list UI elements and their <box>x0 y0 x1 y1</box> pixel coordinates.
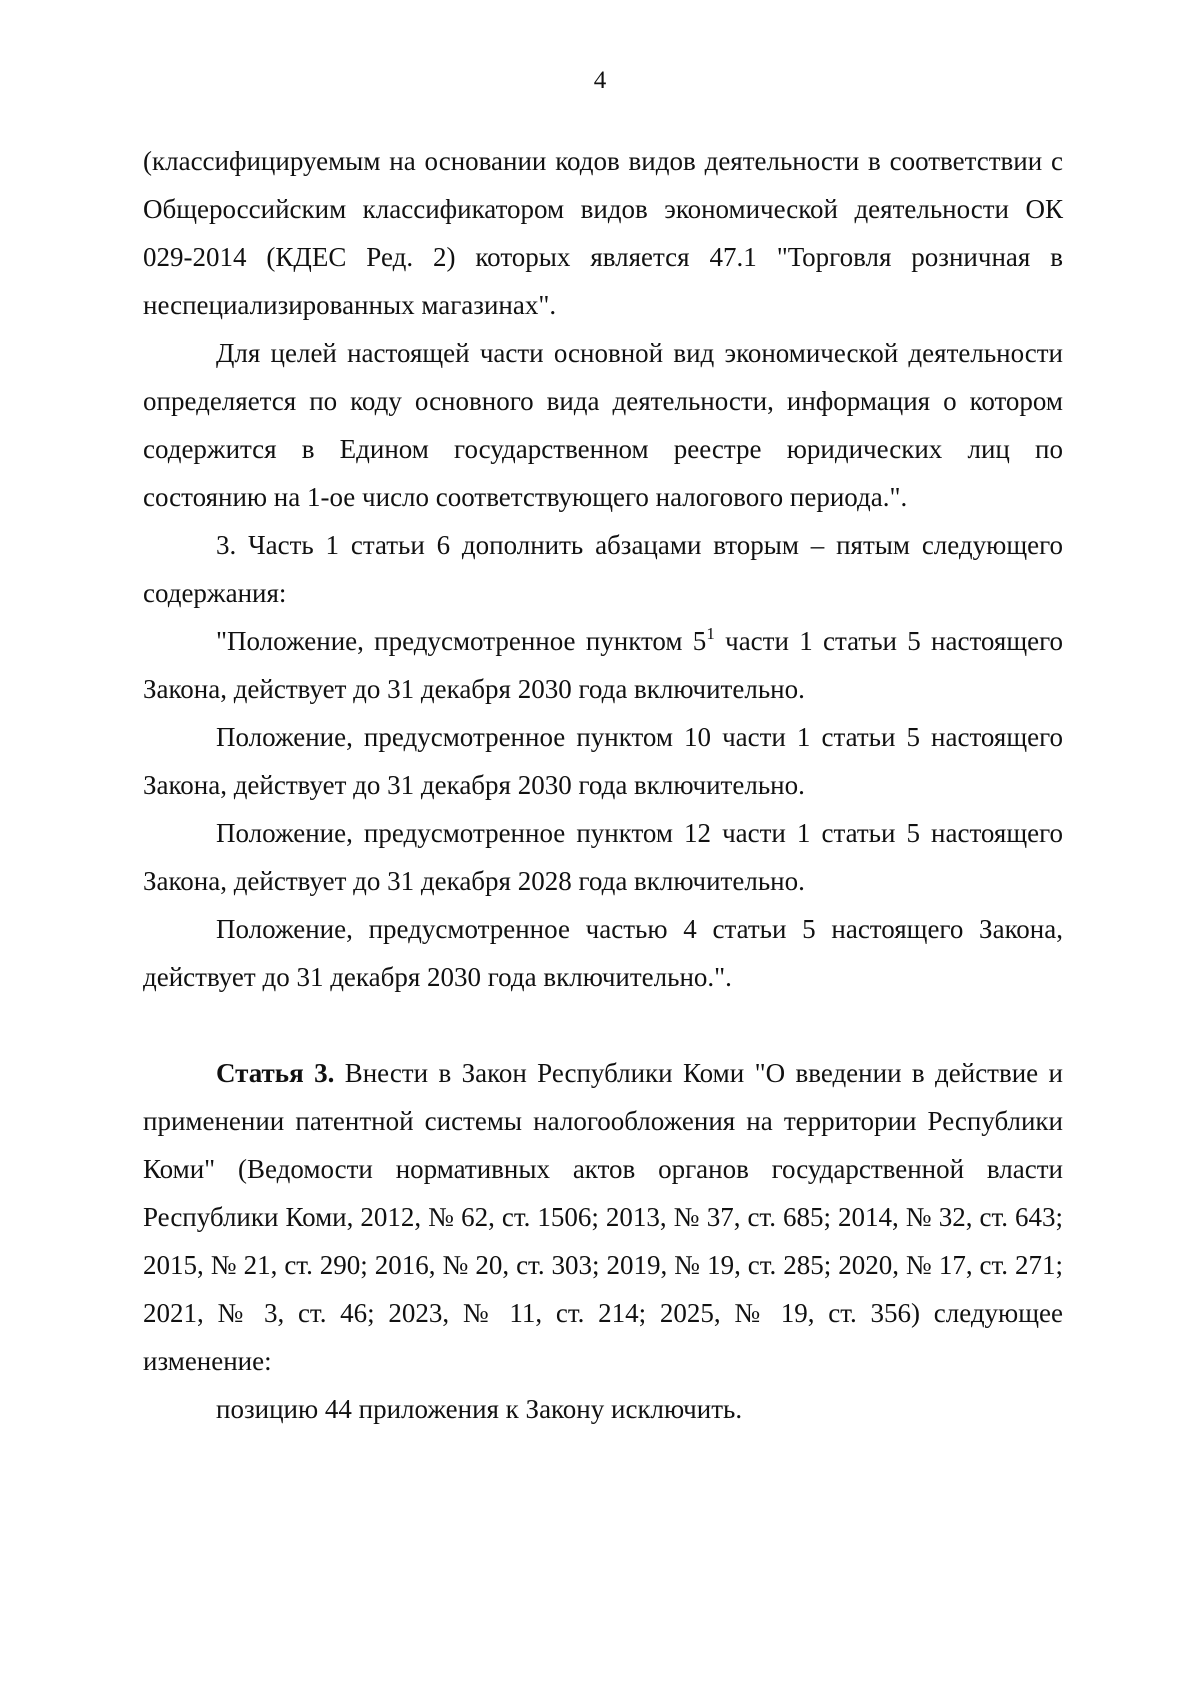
provision-5-1-text-end: части 1 статьи 5 настоящего Закона, действует до 31 декабря 2030 года включительно. <box>143 626 1063 704</box>
paragraph-main-activity-definition: Для целей настоящей части основной вид экономической деятельности определяется по коду основного вида деятельности, информация о котором содержится в Едином государственном реестре юридических лиц по состоянию на 1-ое число соответствующего налогового периода.". <box>143 338 1063 512</box>
paragraph-provision-5-1 <box>143 617 1063 713</box>
document-body <box>143 137 1063 1433</box>
paragraph-provision-part-4: Положение, предусмотренное частью 4 статьи 5 настоящего Закона, действует до 31 декабря 2030 года включительно.". <box>143 914 1063 992</box>
article-3-heading: Статья 3. <box>216 1058 335 1088</box>
section-spacer <box>143 1001 1063 1049</box>
paragraph-classification-continued: (классифицируемым на основании кодов видов деятельности в соответствии с Общероссийским классификатором видов экономической деятельности ОК 029-2014 (КДЕС Ред. 2) которых является 47.1 "Торговля розничная в неспециализированных магазинах". <box>143 146 1063 320</box>
paragraph-item-3: 3. Часть 1 статьи 6 дополнить абзацами вторым – пятым следующего содержания: <box>143 530 1063 608</box>
paragraph-provision-10: Положение, предусмотренное пунктом 10 части 1 статьи 5 настоящего Закона, действует до 31 декабря 2030 года включительно. <box>143 722 1063 800</box>
paragraph-provision-12: Положение, предусмотренное пунктом 12 части 1 статьи 5 настоящего Закона, действует до 31 декабря 2028 года включительно. <box>143 818 1063 896</box>
article-3-text: Внести в Закон Республики Коми "О введении в действие и применении патентной системы налогообложения на территории Республики Коми" (Ведомости нормативных актов органов государственной власти Республики Коми, 2012, № 62, ст. 1506; 2013, № 37, ст. 685; 2014, № 32, ст. 643; 2015, № 21, ст. 290; 2016, № 20, ст. 303; 2019, № 19, ст. 285; 2020, № 17, ст. 271; 2021, № 3, ст. 46; 2023, № 11, ст. 214; 2025, № 19, ст. 356) следующее изменение: <box>143 1058 1064 1376</box>
paragraph-article-3-change: позицию 44 приложения к Закону исключить. <box>216 1394 743 1424</box>
superscript-1: 1 <box>706 624 715 643</box>
paragraph-article-3 <box>143 1049 1063 1385</box>
provision-5-1-text-start: "Положение, предусмотренное пунктом 5 <box>216 626 707 656</box>
page-number: 4 <box>593 67 607 94</box>
